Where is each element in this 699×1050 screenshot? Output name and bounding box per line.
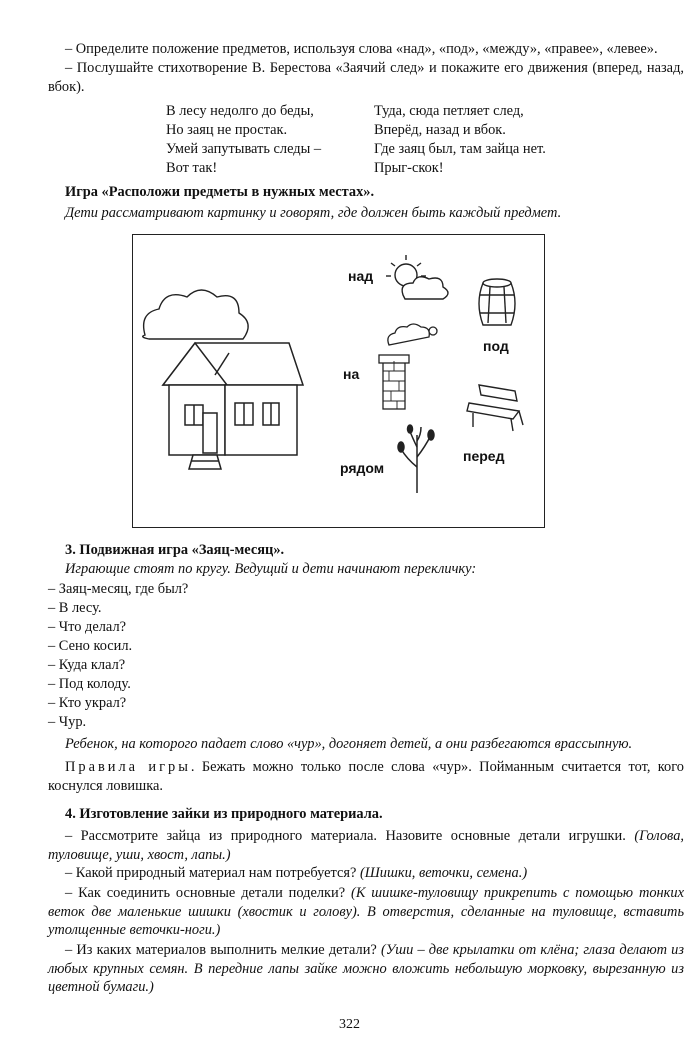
intro-line-2: – Послушайте стихотворение В. Берестова «Заячий след» и покажите его движения (вперед, назад, вбок).: [48, 60, 684, 95]
craft-answer: (К шишке-туловищу прикрепить с помощью тонких веток две маленькие шишки (хвостик и голову). В отверстия, сделанные на туловище, вставить утолщенные веточки-ноги.): [48, 885, 684, 938]
dialogue-line: – Кто украл?: [48, 695, 127, 711]
dialogue-line: – Куда клал?: [48, 657, 126, 673]
tree-icon: [398, 425, 434, 493]
dialogue-line: – Сено косил.: [48, 638, 133, 654]
poem-line: Умей запутывать следы –: [166, 141, 322, 157]
poem-line: Но заяц не простак.: [166, 122, 288, 138]
chimney-icon: [379, 324, 437, 409]
intro-line-1: – Определите положение предметов, используя слова «над», «под», «между», «правее», «левее».: [65, 41, 658, 57]
label-above: над: [348, 268, 374, 284]
barrel-icon: [479, 279, 515, 325]
page-number: 322: [339, 1017, 360, 1032]
poem-line: Вперёд, назад и вбок.: [374, 122, 506, 138]
craft-question: – Рассмотрите зайца из природного материала. Назовите основные детали игрушки.: [65, 828, 626, 844]
craft-q2: [48, 864, 684, 883]
craft-q4: [48, 941, 684, 997]
craft-answer: (Уши – две крылатки от клёна; глаза делают из любых крупных семян. В передние лапы зайке можно вложить небольшую морковку, вырезанную из цветной бумаги.): [48, 942, 684, 995]
poem-left-column: [166, 102, 321, 178]
sun-icon: [386, 255, 448, 299]
label-on: на: [343, 366, 360, 382]
craft-question: – Из каких материалов выполнить мелкие детали?: [65, 942, 377, 958]
dialogue-list: [48, 580, 188, 732]
dialogue-line: – Что делал?: [48, 619, 127, 635]
dialogue-line: – В лесу.: [48, 600, 102, 616]
dialogue-line: – Заяц-месяц, где был?: [48, 581, 189, 597]
craft-question: – Какой природный материал нам потребуется?: [65, 865, 357, 881]
label-below: под: [483, 338, 509, 354]
house-icon: [163, 343, 303, 469]
craft-question: – Как соединить основные детали поделки?: [65, 885, 346, 901]
game2-outcome: Ребенок, на которого падает слово «чур», догоняет детей, а они разбегаются врассыпную.: [65, 736, 633, 752]
craft-title: 4. Изготовление зайки из природного материала.: [65, 806, 383, 822]
bench-icon: [467, 385, 523, 431]
dialogue-line: – Чур.: [48, 714, 87, 730]
position-picture: [132, 234, 545, 528]
poem-line: Туда, сюда петляет след,: [374, 103, 524, 119]
poem-right-column: [374, 102, 546, 178]
rules-text: . Бежать можно только после слова «чур». Пойманным считается тот, кого коснулся ловишка.: [48, 759, 684, 794]
craft-q3: [48, 884, 684, 940]
craft-answer: (Шишки, веточки, семена.): [359, 865, 528, 881]
cloud-behind-house-icon: [143, 290, 248, 339]
dialogue-line: – Под колоду.: [48, 676, 131, 692]
poem-line: Где заяц был, там зайца нет.: [374, 141, 546, 157]
poem-line: Вот так!: [166, 160, 218, 176]
label-beside: рядом: [340, 460, 385, 476]
game1-title: Игра «Расположи предметы в нужных местах».: [65, 184, 375, 200]
craft-answer: (Голова, туловище, уши, хвост, лапы.): [48, 828, 684, 863]
poem-line: Прыг-скок!: [374, 160, 444, 176]
poem-line: В лесу недолго до беды,: [166, 103, 314, 119]
picture-drawing: [133, 235, 543, 526]
game2-description: Играющие стоят по кругу. Ведущий и дети начинают перекличку:: [65, 561, 477, 577]
craft-q1: [48, 827, 684, 864]
rules-label: Правила игры: [65, 759, 191, 775]
game1-description: Дети рассматривают картинку и говорят, где должен быть каждый предмет.: [65, 205, 562, 221]
game2-rules: [48, 758, 684, 795]
label-front: перед: [463, 448, 505, 464]
game2-title: 3. Подвижная игра «Заяц-месяц».: [65, 542, 285, 558]
